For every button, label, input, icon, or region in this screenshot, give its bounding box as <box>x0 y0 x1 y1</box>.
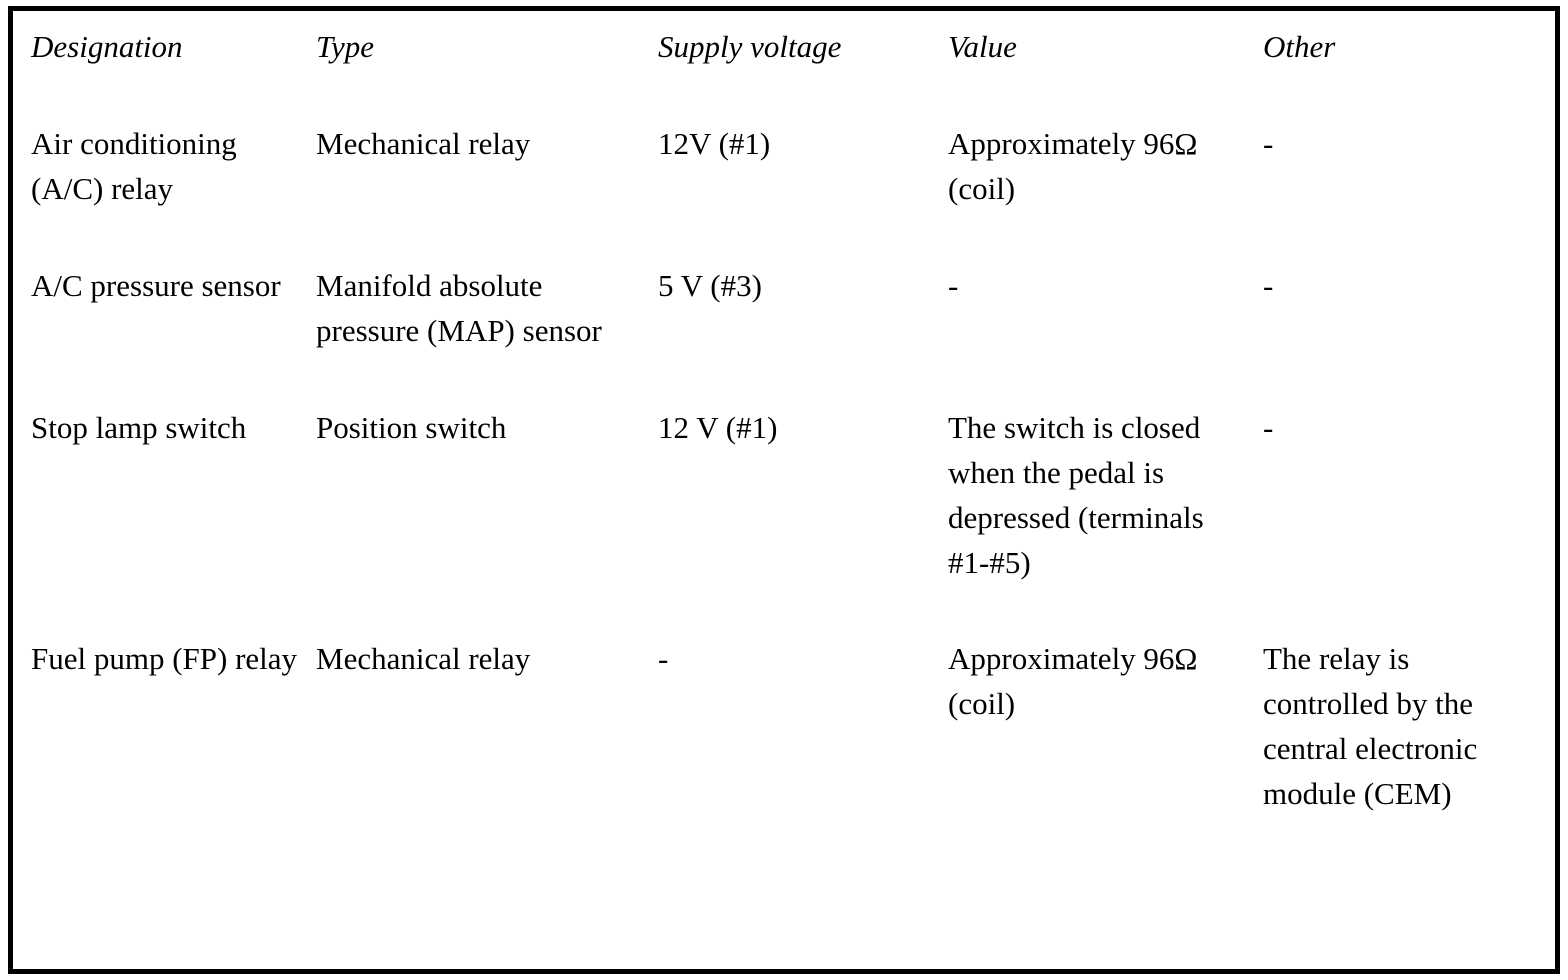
table-row <box>23 122 1545 264</box>
cell-supply-voltage: 5 V (#3) <box>658 267 762 303</box>
table-row <box>23 406 1545 638</box>
cell-type: Position switch <box>316 409 507 445</box>
component-specification-table <box>23 25 1545 817</box>
cell-designation: A/C pressure sensor <box>31 267 281 303</box>
cell-type: Mechanical relay <box>316 125 531 161</box>
table-border-frame <box>8 6 1560 974</box>
cell-supply-voltage: - <box>658 641 669 677</box>
table-row <box>23 637 1545 817</box>
table-header-row <box>23 25 1545 122</box>
cell-value: The switch is closed when the pedal is depressed (terminals #1-#5) <box>948 409 1204 580</box>
table-body <box>23 122 1545 817</box>
cell-other: - <box>1263 267 1274 303</box>
cell-other: - <box>1263 125 1274 161</box>
cell-value: Approximately 96Ω (coil) <box>948 125 1198 206</box>
column-header-type: Type <box>316 29 374 64</box>
table-row <box>23 264 1545 406</box>
table-container <box>13 11 1555 969</box>
cell-value: Approximately 96Ω (coil) <box>948 641 1198 722</box>
column-header-other: Other <box>1263 29 1336 64</box>
column-header-value: Value <box>948 29 1017 64</box>
table-header <box>23 25 1545 122</box>
cell-value: - <box>948 267 959 303</box>
column-header-supply-voltage: Supply voltage <box>658 29 842 64</box>
cell-other: - <box>1263 409 1274 445</box>
cell-other: The relay is controlled by the central electronic module (CEM) <box>1263 641 1478 812</box>
cell-designation: Stop lamp switch <box>31 409 247 445</box>
cell-type: Manifold absolute pressure (MAP) sensor <box>316 267 602 348</box>
cell-supply-voltage: 12 V (#1) <box>658 409 778 445</box>
cell-designation: Fuel pump (FP) relay <box>31 641 298 677</box>
column-header-designation: Designation <box>31 29 183 64</box>
cell-supply-voltage: 12V (#1) <box>658 125 771 161</box>
cell-type: Mechanical relay <box>316 641 531 677</box>
cell-designation: Air conditioning (A/C) relay <box>31 125 237 206</box>
